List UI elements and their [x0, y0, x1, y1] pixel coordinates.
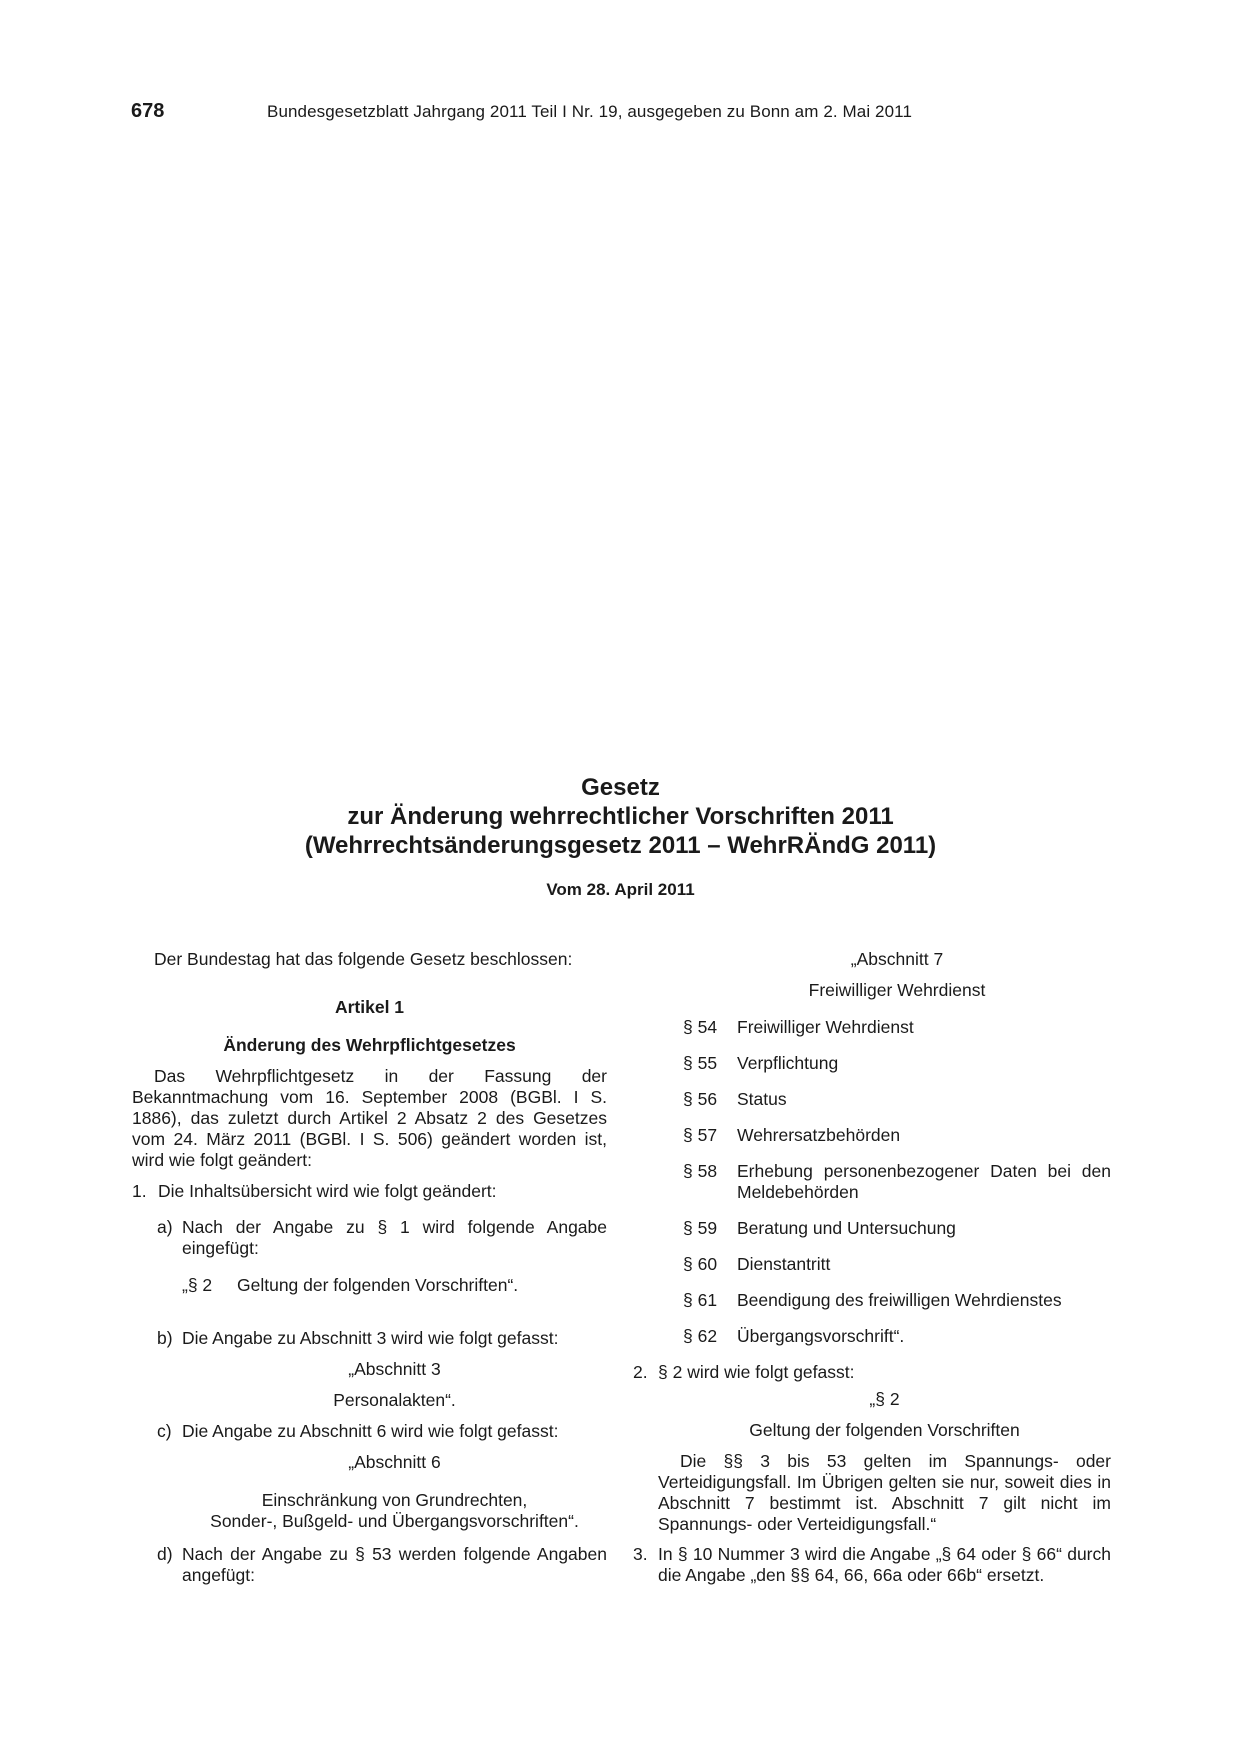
sub-item-letter: a) [157, 1217, 173, 1237]
paragraph-symbol: § 56 [683, 1089, 718, 1109]
running-head: Bundesgesetzblatt Jahrgang 2011 Teil I Nr. 19, ausgegeben zu Bonn am 2. Mai 2011 [267, 102, 912, 121]
paragraph-entry [683, 1218, 1111, 1239]
paragraph-symbol: § 61 [683, 1290, 718, 1310]
abschnitt-7-heading: „Abschnitt 7 [850, 949, 944, 969]
abschnitt-7-title: Freiwilliger Wehrdienst [808, 980, 986, 1000]
paragraph-symbol: § 54 [683, 1017, 718, 1037]
sub-item-text: Die Angabe zu Abschnitt 3 wird wie folgt gefasst: [182, 1328, 559, 1348]
paragraph-symbol: § 58 [683, 1161, 718, 1181]
left-column [132, 949, 607, 1586]
paragraph-symbol: § 59 [683, 1218, 718, 1238]
quote-abschnitt-6: „Abschnitt 6 [348, 1452, 441, 1472]
list-number: 1. [132, 1181, 147, 1201]
title-line-1: Gesetz [581, 774, 660, 801]
quote-section-2 [132, 1275, 607, 1296]
sub-item-a [132, 1217, 607, 1259]
quote-abschnitt-3: „Abschnitt 3 [348, 1359, 441, 1379]
list-text: § 2 wird wie folgt gefasst: [658, 1362, 855, 1382]
list-text: Die Inhaltsübersicht wird wie folgt geändert: [158, 1181, 497, 1201]
quote-text: Geltung der folgenden Vorschriften“. [237, 1275, 519, 1295]
sub-item-text: Nach der Angabe zu § 53 werden folgende Angaben angefügt: [182, 1544, 607, 1585]
artikel-heading: Artikel 1 [334, 997, 405, 1017]
paragraph-text: Übergangsvorschrift“. [737, 1326, 905, 1346]
list-item-3 [633, 1544, 1111, 1586]
paragraph-symbol: § 57 [683, 1125, 718, 1145]
paragraph-symbol: § 60 [683, 1254, 718, 1274]
quote-section-2-heading: „§ 2 [869, 1389, 900, 1409]
artikel-body: Das Wehrpflichtgesetz in der Fassung der Bekanntmachung vom 16. September 2008 (BGBl. I S. 1886), das zuletzt durch Artikel 2 Absatz 2 des Gesetzes vom 24. März 2011 (BGBl. I S. 506) geändert worden ist, wird wie folgt geändert: [132, 1066, 607, 1170]
paragraph-entry [683, 1089, 1111, 1110]
paragraph-symbol: § 55 [683, 1053, 718, 1073]
sub-item-letter: c) [157, 1421, 172, 1441]
law-date: Vom 28. April 2011 [546, 880, 695, 899]
paragraph-entry [683, 1254, 1111, 1275]
list-item-1 [132, 1181, 607, 1202]
list-number: 3. [633, 1544, 648, 1564]
sub-item-text: Nach der Angabe zu § 1 wird folgende Angabe eingefügt: [182, 1217, 607, 1258]
paragraph-entry [683, 1125, 1111, 1146]
list-item-2 [633, 1362, 1111, 1383]
page-number: 678 [131, 100, 165, 122]
right-column [633, 949, 1111, 1586]
quote-symbol: „§ 2 [182, 1275, 213, 1295]
title-line-2: zur Änderung wehrrechtlicher Vorschriften 2011 [347, 803, 894, 830]
paragraph-text: Status [737, 1089, 787, 1109]
sub-item-d [132, 1544, 607, 1586]
sub-item-b [132, 1328, 607, 1349]
paragraph-text: Dienstantritt [737, 1254, 831, 1274]
quote-vorschriften: Sonder-, Bußgeld- und Übergangsvorschriften“. [210, 1511, 579, 1531]
paragraph-list [633, 1017, 1111, 1347]
paragraph-text: Erhebung personenbezogener Daten bei den Meldebehörden [737, 1161, 1111, 1202]
paragraph-text: Verpflichtung [737, 1053, 839, 1073]
list-number: 2. [633, 1362, 648, 1382]
sub-item-c [132, 1421, 607, 1442]
paragraph-text: Beratung und Untersuchung [737, 1218, 956, 1238]
paragraph-symbol: § 62 [683, 1326, 718, 1346]
paragraph-entry [683, 1161, 1111, 1203]
paragraph-text: Beendigung des freiwilligen Wehrdienstes [737, 1290, 1062, 1310]
sub-item-letter: b) [157, 1328, 173, 1348]
artikel-title: Änderung des Wehrpflichtgesetzes [223, 1035, 516, 1055]
quote-personalakten: Personalakten“. [333, 1390, 456, 1410]
intro-paragraph: Der Bundestag hat das folgende Gesetz beschlossen: [154, 949, 573, 969]
paragraph-text: Wehrersatzbehörden [737, 1125, 901, 1145]
sub-item-letter: d) [157, 1544, 173, 1564]
quote-section-2-body: Die §§ 3 bis 53 gelten im Spannungs- oder Verteidigungsfall. Im Übrigen gelten sie nur, soweit dies in Abschnitt 7 bestimmt ist. Abschnitt 7 gilt nicht im Spannungs- oder Verteidigungsfall.“ [658, 1451, 1111, 1534]
title-line-3: (Wehrrechtsänderungsgesetz 2011 – WehrRÄndG 2011) [304, 832, 937, 859]
paragraph-entry [683, 1326, 1111, 1347]
list-text: In § 10 Nummer 3 wird die Angabe „§ 64 oder § 66“ durch die Angabe „den §§ 64, 66, 66a oder 66b“ ersetzt. [658, 1544, 1111, 1585]
paragraph-entry [683, 1053, 1111, 1074]
quote-section-2-title: Geltung der folgenden Vorschriften [749, 1420, 1020, 1440]
law-title [0, 773, 1241, 860]
sub-item-text: Die Angabe zu Abschnitt 6 wird wie folgt gefasst: [182, 1421, 559, 1441]
paragraph-entry [683, 1017, 1111, 1038]
paragraph-text: Freiwilliger Wehrdienst [737, 1017, 914, 1037]
paragraph-entry [683, 1290, 1111, 1311]
quote-grundrechte: Einschränkung von Grundrechten, [261, 1490, 528, 1510]
